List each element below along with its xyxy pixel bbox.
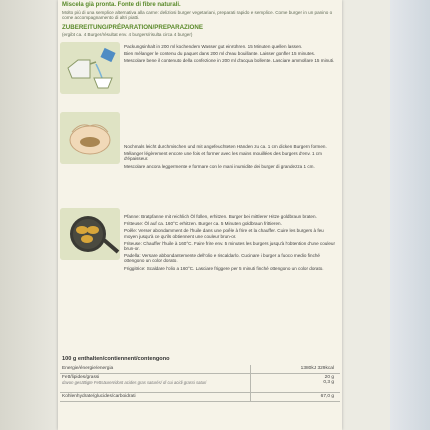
kettle-pouring-into-bowl-icon (60, 42, 120, 94)
nutrition-label: Kohlenhydrate/glucides/carboidrati (62, 394, 136, 399)
step-2-text (124, 144, 338, 171)
nutrition-label: Energie/énergie/energia (62, 366, 114, 371)
nutrition-table (60, 365, 340, 402)
step-2-fr: Mélanger légèrement encore une fois et former avec les mains mouillées des burgers d'env. 1 cm d'épaisseur. (124, 151, 322, 162)
nutrition-title: 100 g enthalten/contiennent/contengono (62, 356, 170, 362)
step-1-it: Mescolare bene il contenuto della confezione in 200 ml d'acqua bollente. Lasciare ammollare 15 minuti. (124, 58, 335, 64)
nutrition-row-energy (60, 365, 340, 374)
step-2-it: Mescolare ancora leggermente e formare con le mani inumidite dei burger di grandezza 1 cm. (124, 163, 315, 169)
preparation-subtitle: (ergibt ca. 4 Burger/résultat env. 4 burgers/risulta circa 4 burger) (62, 32, 193, 37)
nutrition-row-fat (60, 374, 340, 393)
nutrition-sublabel: davon gesättigte Fettsäuren/dont acides gras saturés/ di cui acidi grassi saturi (62, 380, 207, 385)
italian-intro-text: Molto più di una semplice alternativa alla carne: deliziosi burger vegetariani, preparati rapido e semplice. Come burger in un panino o come accompagnamento di altri piatti. (62, 10, 333, 21)
nutrition-label: Fett/lipides/grassi davon gesättigte Fettsäuren/dont acides gras saturés/ di cui acidi grassi saturi (62, 375, 207, 385)
package-back-label (58, 0, 342, 430)
nutrition-value: 1380kJ 329kcal (300, 366, 334, 371)
step-3-de-pan: Pfanne: Bratpfanne mit reichlich Öl füllen, erhitzen. Burger bei mittlerer Hitze goldbraun braten. (124, 214, 317, 219)
frying-pan-with-burgers-icon (60, 208, 120, 260)
step-3-de-fryer: Fritteuse: Öl auf ca. 160°C erhitzen. Burger ca. 5 Minuten goldbraun frittieren. (124, 221, 282, 227)
step-1-text (124, 44, 338, 66)
step-1-de: Packungsinhalt in 200 ml kochendem Wasser gut einrühren. 15 Minuten quellen lassen. (124, 44, 303, 49)
preparation-title: ZUBEREITUNG/PRÉPARATION/PREPARAZIONE (62, 24, 203, 31)
nutrition-row-carbs (60, 393, 340, 402)
italian-intro-title: Miscela già pronta. Fonte di fibre naturali. (62, 2, 181, 8)
step-3-text (124, 214, 338, 273)
step-2-de: Nochmals leicht durchmischen und mit angefeuchteten Händen zu ca. 1 cm dicken Burgern formen. (124, 144, 327, 149)
nutrition-value: 20 g 0,3 g (323, 375, 334, 385)
step-3-it-pan: Padella: Versare abbondantemente dell'olio e riscaldarlo. Cucinare i burger a fuoco medio finché ottengono un color dorato. (124, 253, 320, 264)
background-left (0, 0, 60, 430)
step-1-fr: Bien mélanger le contenu du paquet dans 200 ml d'eau bouillante. Laisser gonfler 15 minutes. (124, 51, 316, 57)
step-3-fr-pan: Poêle: Verser abondamment de l'huile dans une poêle à frire et la chauffer. Cuire les burgers à feu moyen jusqu'à ce qu'ils obtiennent une couleur brun-or. (124, 228, 324, 239)
hands-forming-burger-icon (60, 112, 120, 164)
nutrition-value: 67,0 g (320, 394, 334, 399)
step-3-fr-fryer: Friteuse: Chauffer l'huile à 160°C. Faire frire env. 5 minutes les burgers jusqu'à l'obtention d'une couleur brun-or. (124, 240, 335, 252)
background-right (390, 0, 430, 430)
step-3-it-fryer: Friggitrice: Scaldare l'olio a 160°C. Lasciare friggere per 5 minuti finché ottengono un color dorato. (124, 265, 324, 271)
